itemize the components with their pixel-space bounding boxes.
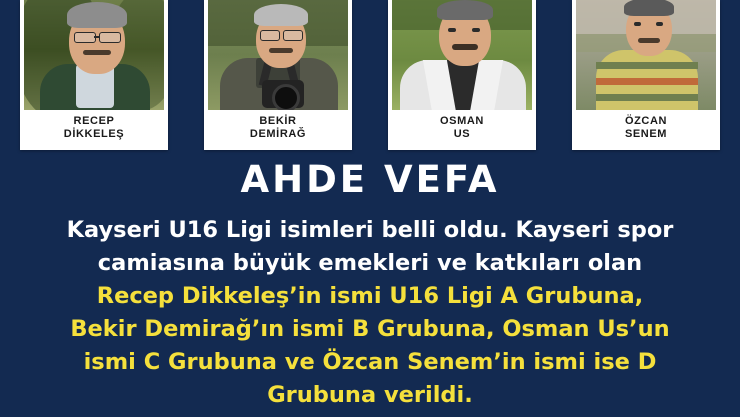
shirt-stripe [596, 78, 698, 85]
mustache [638, 38, 660, 43]
portrait-caption [392, 110, 532, 146]
photo-background [24, 0, 164, 110]
caption-first-name: OSMAN [440, 115, 484, 127]
eyeglass-right [283, 30, 303, 41]
eye-right [472, 28, 480, 32]
portrait-photo-ozcan-senem [576, 0, 716, 110]
eyeglass-right [99, 32, 121, 43]
portrait-card-bekir-demirag [204, 0, 352, 150]
body-line: Grubuna verildi. [267, 382, 473, 408]
mustache [452, 44, 478, 50]
photo-background [576, 0, 716, 110]
hair [437, 0, 493, 20]
caption-first-name: BEKİR [259, 115, 297, 127]
portrait-card-ozcan-senem [572, 0, 720, 150]
eye-left [634, 22, 641, 26]
body-line: Kayseri U16 Ligi isimleri belli oldu. Kayseri spor [66, 217, 674, 243]
shirt-stripe [596, 94, 698, 101]
caption-last-name: SENEM [624, 128, 668, 140]
portrait-card-osman-us [388, 0, 536, 150]
hair [67, 2, 127, 28]
shirt-stripe [596, 62, 698, 69]
eyeglass-left [260, 30, 280, 41]
portrait-caption [24, 110, 164, 146]
portrait-strip [0, 0, 740, 150]
portrait-card-recep-dikkeles [20, 0, 168, 150]
body-line: Bekir Demirağ’ın ismi B Grubuna, Osman Us’un [70, 316, 670, 342]
portrait-photo-recep-dikkeles [24, 0, 164, 110]
caption-last-name: US [453, 128, 471, 140]
portrait-photo-osman-us [392, 0, 532, 110]
body-line: camiasına büyük emekleri ve katkıları olan [97, 250, 643, 276]
mustache [83, 50, 111, 55]
eyeglass-left [74, 32, 96, 43]
body-line: ismi C Grubuna ve Özcan Senem’in ismi ise D [83, 349, 657, 375]
caption-first-name: RECEP [73, 115, 115, 127]
hair [624, 0, 674, 16]
portrait-caption [576, 110, 716, 146]
eye-right [656, 22, 663, 26]
poster-headline: AHDE VEFA [240, 158, 500, 201]
caption-last-name: DEMİRAĞ [249, 128, 307, 140]
caption-first-name: ÖZCAN [624, 115, 668, 127]
photo-background [208, 0, 348, 110]
portrait-caption [208, 110, 348, 146]
mustache [269, 48, 293, 53]
body-line: Recep Dikkeleş’in ismi U16 Ligi A Grubuna, [96, 283, 644, 309]
portrait-photo-bekir-demirag [208, 0, 348, 110]
poster-body [60, 214, 680, 412]
eyeglass-bridge [94, 36, 99, 38]
hair [254, 4, 308, 26]
caption-last-name: DİKKELEŞ [63, 128, 125, 140]
camera-lens [272, 84, 300, 110]
eye-left [448, 28, 456, 32]
photo-background [392, 0, 532, 110]
